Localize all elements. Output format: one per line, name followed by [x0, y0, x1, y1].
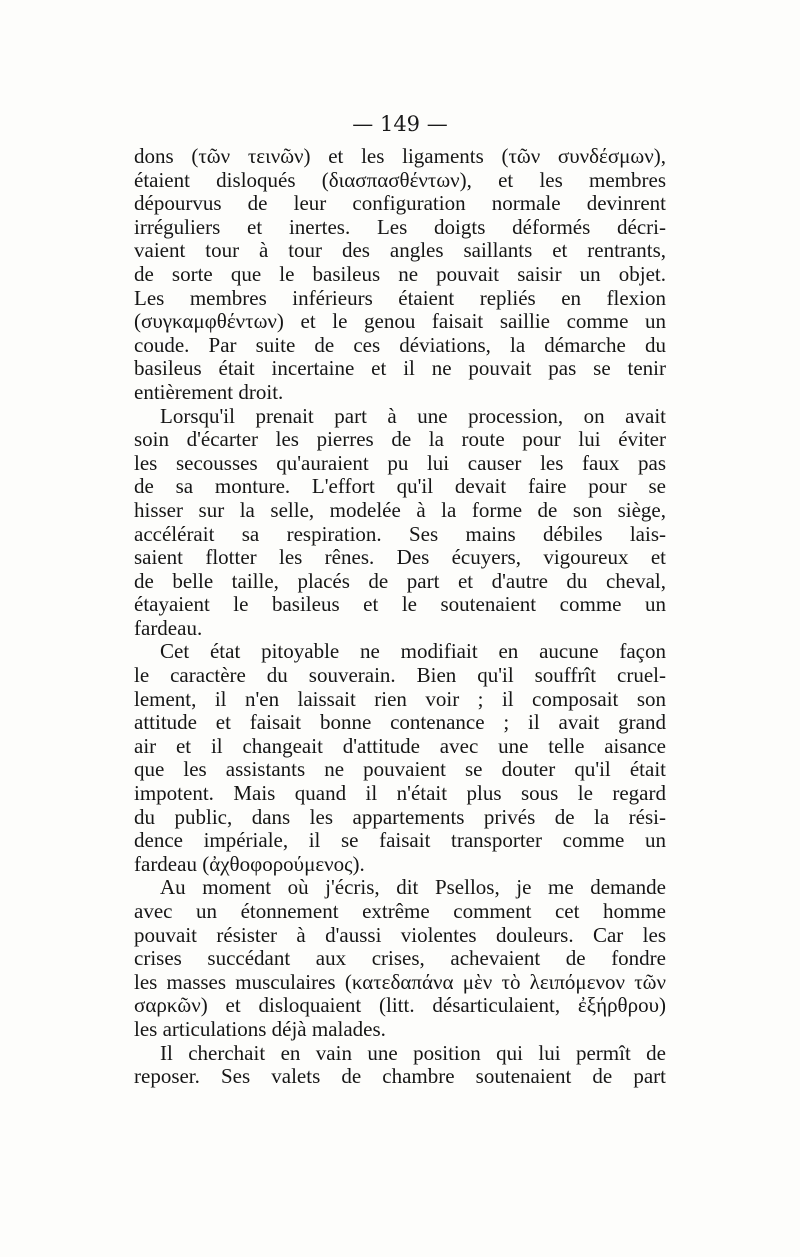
text-line: de sa monture. L'effort qu'il devait faire pour se — [134, 475, 666, 499]
text-line: irréguliers et inertes. Les doigts déformés décri- — [134, 215, 666, 239]
text-line: avec un étonnement extrême comment cet homme — [134, 900, 666, 923]
text-line: coude. Par suite de ces déviations, la démarche du — [134, 333, 666, 357]
text-line: dence impériale, il se faisait transporter comme un — [134, 829, 666, 853]
text-line: (συγκαμφθέντων) et le genou faisait saillie comme un — [134, 310, 666, 334]
text-line: accélérait sa respiration. Ses mains débiles lais- — [134, 522, 666, 546]
text-line: étaient disloqués (διασπασθέντων), et les membres — [134, 168, 666, 192]
text-line: que les assistants ne pouvaient se douter qu'il était — [134, 758, 666, 782]
text-line: du public, dans les appartements privés de la rési- — [134, 805, 666, 829]
text-line: Les membres inférieurs étaient repliés en flexion — [134, 286, 666, 310]
text-line: les articulations déjà malades. — [134, 1017, 386, 1041]
text-line: dons (τῶν τεινῶν) et les ligaments (τῶν συνδέσμων), — [134, 145, 666, 168]
text-line: de belle taille, placés de part et d'autre du cheval, — [134, 569, 666, 593]
text-line: étayaient le basileus et le soutenaient comme un — [134, 593, 666, 617]
body-text — [134, 145, 666, 1089]
page-number: — 149 — — [352, 112, 448, 136]
text-line: dépourvus de leur configuration normale devinrent — [134, 192, 666, 216]
text-line: le caractère du souverain. Bien qu'il souffrît cruel- — [134, 664, 666, 688]
text-line: vaient tour à tour des angles saillants et rentrants, — [134, 239, 666, 263]
text-line: saient flotter les rênes. Des écuyers, vigoureux et — [134, 546, 666, 570]
text-line: Cet état pitoyable ne modifiait en aucune façon — [160, 640, 666, 664]
text-line: air et il changeait d'attitude avec une telle aisance — [134, 734, 666, 758]
text-line: lement, il n'en laissait rien voir ; il composait son — [134, 687, 666, 711]
text-line: soin d'écarter les pierres de la route pour lui éviter — [134, 428, 666, 452]
text-line: attitude et faisait bonne contenance ; il avait grand — [134, 711, 666, 735]
text-line: σαρκῶν) et disloquaient (litt. désarticulaient, ἐξήρθρου) — [134, 994, 666, 1018]
text-line: de sorte que le basileus ne pouvait saisir un objet. — [134, 262, 666, 286]
text-line: hisser sur la selle, modelée à la forme de son siège, — [134, 498, 666, 522]
text-line: impotent. Mais quand il n'était plus sous le regard — [134, 782, 666, 806]
text-line: Lorsqu'il prenait part à une procession, on avait — [160, 404, 666, 428]
text-line: fardeau (ἀχθοφορούμενος). — [134, 852, 365, 876]
text-line: crises succédant aux crises, achevaient de fondre — [134, 947, 666, 971]
text-line: fardeau. — [134, 616, 203, 640]
text-line: basileus était incertaine et il ne pouvait pas se tenir — [134, 357, 666, 381]
text-line: entièrement droit. — [134, 380, 284, 404]
text-line: les masses musculaires (κατεδαπάνα μὲν τὸ λειπόμενον τῶν — [134, 970, 666, 994]
text-line: les secousses qu'auraient pu lui causer les faux pas — [134, 451, 666, 475]
text-line: reposer. Ses valets de chambre soutenaient de part — [134, 1065, 666, 1089]
text-line: Il cherchait en vain une position qui lui permît de — [160, 1041, 666, 1065]
text-line: Au moment où j'écris, dit Psellos, je me demande — [160, 876, 666, 900]
text-line: pouvait résister à d'aussi violentes douleurs. Car les — [134, 923, 666, 947]
